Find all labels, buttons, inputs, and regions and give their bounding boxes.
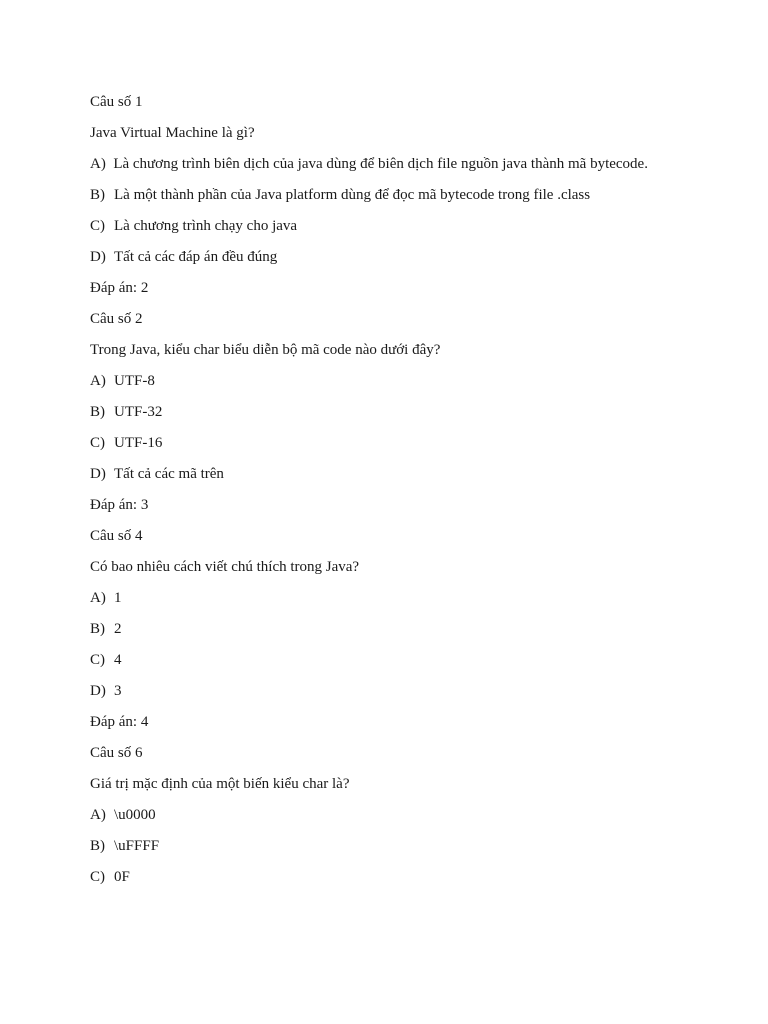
option-letter: C) xyxy=(90,435,105,451)
question-block-6 xyxy=(90,743,650,888)
question-text: Có bao nhiêu cách viết chú thích trong Java? xyxy=(90,559,360,575)
question-text: Trong Java, kiểu char biểu diễn bộ mã code nào dưới đây? xyxy=(90,342,441,358)
option-text: Là chương trình chạy cho java xyxy=(114,218,298,234)
option-a xyxy=(90,371,650,392)
option-text: Là một thành phần của Java platform dùng để đọc mã bytecode trong file .class xyxy=(114,187,591,203)
option-text: Là chương trình biên dịch của java dùng để biên dịch file nguồn java thành mã bytecode. xyxy=(113,156,648,172)
question-number: Câu số 1 xyxy=(90,94,143,110)
option-b xyxy=(90,402,650,423)
option-a xyxy=(90,588,650,609)
option-letter: B) xyxy=(90,621,105,637)
option-text: 4 xyxy=(114,652,122,668)
answer-line: Đáp án: 4 xyxy=(90,714,149,730)
option-d xyxy=(90,247,650,268)
option-letter: C) xyxy=(90,652,105,668)
option-c xyxy=(90,867,650,888)
option-text: 0F xyxy=(114,869,130,885)
question-number: Câu số 2 xyxy=(90,311,143,327)
option-text: UTF-16 xyxy=(114,435,163,451)
option-letter: D) xyxy=(90,466,106,482)
option-letter: A) xyxy=(90,807,106,823)
option-b xyxy=(90,185,650,206)
option-text: \u0000 xyxy=(114,807,156,823)
option-text: 3 xyxy=(114,683,122,699)
option-text: UTF-8 xyxy=(114,373,155,389)
option-text: UTF-32 xyxy=(114,404,163,420)
question-block-4 xyxy=(90,526,650,733)
question-block-2 xyxy=(90,309,650,516)
option-b xyxy=(90,836,650,857)
option-letter: D) xyxy=(90,249,106,265)
answer-line: Đáp án: 3 xyxy=(90,497,149,513)
option-a xyxy=(90,154,650,175)
option-letter: B) xyxy=(90,187,105,203)
option-text: 1 xyxy=(114,590,122,606)
option-text: \uFFFF xyxy=(114,838,160,854)
option-b xyxy=(90,619,650,640)
option-letter: C) xyxy=(90,218,105,234)
option-letter: A) xyxy=(90,373,106,389)
option-text: Tất cả các mã trên xyxy=(114,466,224,482)
document-content xyxy=(90,92,650,898)
option-c xyxy=(90,433,650,454)
option-c xyxy=(90,216,650,237)
question-text: Giá trị mặc định của một biến kiểu char là? xyxy=(90,776,350,792)
option-c xyxy=(90,650,650,671)
option-letter: B) xyxy=(90,404,105,420)
question-number: Câu số 6 xyxy=(90,745,143,761)
option-letter: C) xyxy=(90,869,105,885)
option-letter: B) xyxy=(90,838,105,854)
option-a xyxy=(90,805,650,826)
option-letter: A) xyxy=(90,590,106,606)
option-letter: A) xyxy=(90,156,106,172)
option-d xyxy=(90,464,650,485)
question-text: Java Virtual Machine là gì? xyxy=(90,125,255,141)
option-letter: D) xyxy=(90,683,106,699)
answer-line: Đáp án: 2 xyxy=(90,280,149,296)
option-text: Tất cả các đáp án đều đúng xyxy=(114,249,278,265)
question-block-1 xyxy=(90,92,650,299)
option-d xyxy=(90,681,650,702)
question-number: Câu số 4 xyxy=(90,528,143,544)
option-text: 2 xyxy=(114,621,122,637)
